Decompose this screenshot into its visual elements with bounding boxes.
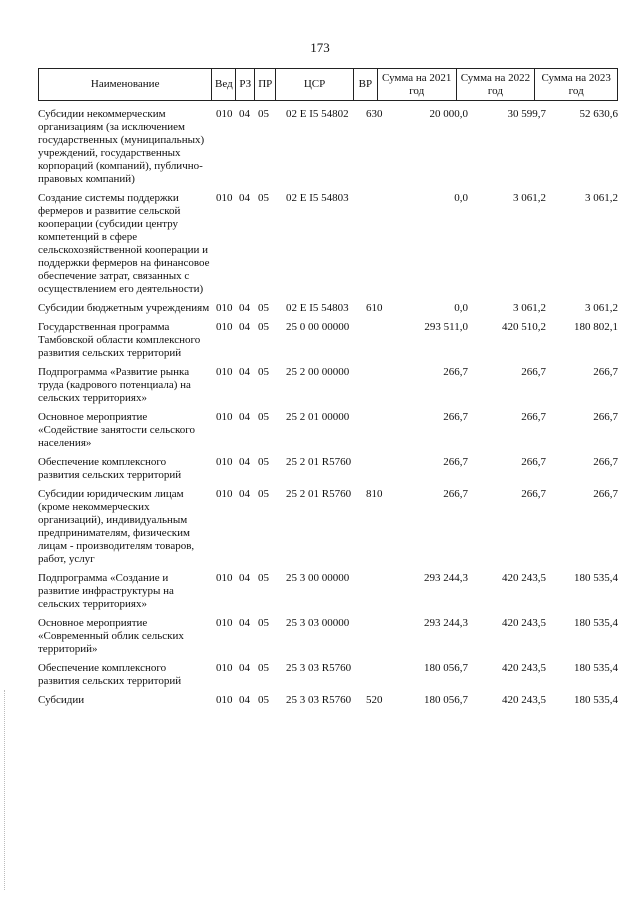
row-ved: 010 (216, 366, 233, 378)
row-csr: 25 3 03 00000 (286, 617, 350, 629)
row-ved: 010 (216, 456, 233, 468)
row-vr: 610 (366, 302, 383, 314)
header-ved: Вед (212, 69, 236, 100)
row-csr: 25 2 01 00000 (286, 411, 350, 423)
header-name: Наименование (39, 69, 212, 100)
row-amount-2021: 0,0 (454, 192, 468, 204)
row-amount-2021: 293 244,3 (424, 572, 468, 584)
row-amount-2021: 266,7 (443, 488, 468, 500)
table-row (38, 662, 628, 688)
row-amount-2021: 266,7 (443, 366, 468, 378)
row-name: Основное мероприятие «Современный облик сельских территорий» (38, 617, 184, 655)
row-amount-2021: 20 000,0 (429, 108, 468, 120)
row-ved: 010 (216, 617, 233, 629)
row-amount-2021: 0,0 (454, 302, 468, 314)
row-amount-2022: 420 510,2 (502, 321, 546, 333)
table-row (38, 302, 628, 315)
table-row (38, 366, 628, 405)
row-name: Субсидии (38, 694, 85, 706)
row-rz: 04 (239, 572, 250, 584)
row-name: Подпрограмма «Создание и развитие инфраструктуры на сельских территориях» (38, 572, 174, 610)
row-amount-2022: 420 243,5 (502, 662, 546, 674)
row-pr: 05 (258, 488, 269, 500)
table-row (38, 456, 628, 482)
header-2022: Сумма на 2022 год (457, 69, 536, 100)
row-csr: 25 2 01 R5760 (286, 456, 352, 468)
row-name: Подпрограмма «Развитие рынка труда (кадрового потенциала) на сельских территориях» (38, 366, 191, 404)
row-name: Обеспечение комплексного развития сельских территорий (38, 456, 182, 481)
row-ved: 010 (216, 488, 233, 500)
row-rz: 04 (239, 456, 250, 468)
table-header (38, 68, 618, 101)
table-row (38, 321, 628, 360)
row-amount-2022: 266,7 (521, 488, 546, 500)
row-pr: 05 (258, 617, 269, 629)
row-pr: 05 (258, 456, 269, 468)
row-rz: 04 (239, 192, 250, 204)
row-name: Субсидии некоммерческим организациям (за исключением государственных (муниципальных) учреждений, государственных корпораций (компаний), публично-правовых компаний) (38, 108, 205, 185)
row-ved: 010 (216, 192, 233, 204)
row-name: Основное мероприятие «Содействие занятости сельского населения» (38, 411, 196, 449)
row-rz: 04 (239, 302, 250, 314)
row-ved: 010 (216, 694, 233, 706)
row-amount-2022: 420 243,5 (502, 617, 546, 629)
header-vr: ВР (354, 69, 378, 100)
row-ved: 010 (216, 411, 233, 423)
row-amount-2022: 30 599,7 (507, 108, 546, 120)
row-name: Создание системы поддержки фермеров и развитие сельской кооперации (субсидии центру компетенций в сфере сельскохозяйственной кооперации и поддержки фермеров на финансовое обеспечение затрат, связанных с осуществлением его деятельности) (38, 192, 210, 295)
row-pr: 05 (258, 572, 269, 584)
row-amount-2023: 266,7 (593, 456, 618, 468)
row-vr: 520 (366, 694, 383, 706)
row-pr: 05 (258, 302, 269, 314)
row-amount-2021: 180 056,7 (424, 694, 468, 706)
row-csr: 25 3 00 00000 (286, 572, 350, 584)
row-amount-2023: 180 802,1 (574, 321, 618, 333)
row-amount-2023: 52 630,6 (579, 108, 618, 120)
row-pr: 05 (258, 192, 269, 204)
row-rz: 04 (239, 366, 250, 378)
row-amount-2022: 3 061,2 (513, 302, 546, 314)
row-name: Обеспечение комплексного развития сельских территорий (38, 662, 182, 687)
row-name: Субсидии бюджетным учреждениям (38, 302, 210, 314)
row-ved: 010 (216, 108, 233, 120)
row-amount-2023: 180 535,4 (574, 572, 618, 584)
row-vr: 810 (366, 488, 383, 500)
row-rz: 04 (239, 108, 250, 120)
row-amount-2022: 266,7 (521, 366, 546, 378)
row-rz: 04 (239, 411, 250, 423)
row-csr: 02 E I5 54802 (286, 108, 349, 120)
row-pr: 05 (258, 411, 269, 423)
row-pr: 05 (258, 694, 269, 706)
row-amount-2023: 180 535,4 (574, 694, 618, 706)
margin-dots (4, 690, 7, 890)
row-csr: 25 2 00 00000 (286, 366, 350, 378)
row-pr: 05 (258, 321, 269, 333)
table-row (38, 694, 628, 707)
row-amount-2023: 266,7 (593, 488, 618, 500)
row-amount-2022: 420 243,5 (502, 694, 546, 706)
row-amount-2021: 293 511,0 (424, 321, 468, 333)
row-amount-2023: 180 535,4 (574, 662, 618, 674)
row-pr: 05 (258, 108, 269, 120)
row-amount-2022: 420 243,5 (502, 572, 546, 584)
row-name: Субсидии юридическим лицам (кроме некоммерческих организаций), индивидуальным предпринимателям, физическим лицам - производителям товаров, работ, услуг (38, 488, 195, 565)
row-ved: 010 (216, 572, 233, 584)
row-amount-2023: 180 535,4 (574, 617, 618, 629)
row-rz: 04 (239, 488, 250, 500)
table-row (38, 617, 628, 656)
table-row (38, 192, 628, 296)
row-rz: 04 (239, 694, 250, 706)
header-pr: ПР (255, 69, 276, 100)
row-csr: 25 3 03 R5760 (286, 694, 352, 706)
row-amount-2021: 266,7 (443, 456, 468, 468)
header-rz: РЗ (236, 69, 255, 100)
row-amount-2021: 180 056,7 (424, 662, 468, 674)
header-2021: Сумма на 2021 год (378, 69, 457, 100)
header-2023: Сумма на 2023 год (541, 71, 611, 97)
header-csr: ЦСР (276, 69, 354, 100)
row-rz: 04 (239, 662, 250, 674)
row-amount-2023: 3 061,2 (585, 192, 618, 204)
row-csr: 25 2 01 R5760 (286, 488, 352, 500)
row-amount-2023: 266,7 (593, 366, 618, 378)
row-pr: 05 (258, 366, 269, 378)
row-amount-2022: 266,7 (521, 411, 546, 423)
row-vr: 630 (366, 108, 383, 120)
row-ved: 010 (216, 662, 233, 674)
row-amount-2022: 3 061,2 (513, 192, 546, 204)
table-row (38, 488, 628, 566)
row-amount-2022: 266,7 (521, 456, 546, 468)
row-rz: 04 (239, 321, 250, 333)
row-rz: 04 (239, 617, 250, 629)
row-amount-2021: 266,7 (443, 411, 468, 423)
row-pr: 05 (258, 662, 269, 674)
row-ved: 010 (216, 302, 233, 314)
row-csr: 25 3 03 R5760 (286, 662, 352, 674)
row-csr: 02 E I5 54803 (286, 302, 349, 314)
table-row (38, 411, 628, 450)
row-name: Государственная программа Тамбовской области комплексного развития сельских территорий (38, 321, 201, 359)
table-row (38, 108, 628, 186)
row-amount-2021: 293 244,3 (424, 617, 468, 629)
row-csr: 02 E I5 54803 (286, 192, 349, 204)
page-number: 173 (310, 40, 330, 55)
row-amount-2023: 266,7 (593, 411, 618, 423)
row-amount-2023: 3 061,2 (585, 302, 618, 314)
table-row (38, 572, 628, 611)
table-body (38, 108, 628, 713)
row-ved: 010 (216, 321, 233, 333)
row-csr: 25 0 00 00000 (286, 321, 350, 333)
